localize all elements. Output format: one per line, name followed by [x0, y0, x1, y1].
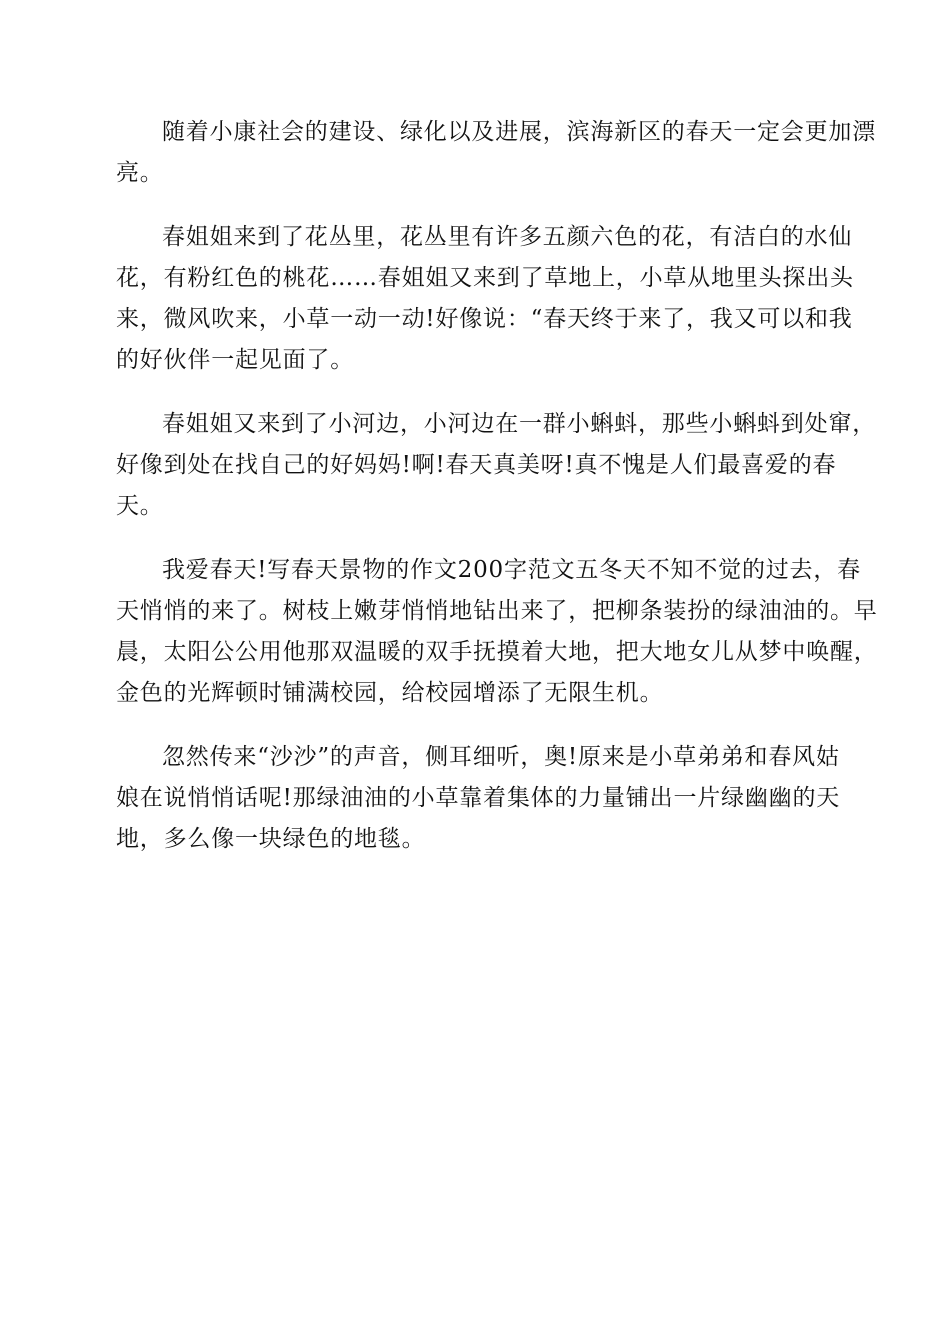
- paragraph-line: 好像到处在找自己的好妈妈!啊!春天真美呀!真不愧是人们最喜爱的春: [116, 452, 837, 478]
- paragraph-line: 春姐姐又来到了小河边，小河边在一群小蝌蚪，那些小蝌蚪到处窜，: [162, 411, 876, 437]
- paragraph-line: 春姐姐来到了花丛里，花丛里有许多五颜六色的花，有洁白的水仙: [162, 224, 853, 250]
- paragraph-2: [116, 217, 854, 381]
- paragraph-1: [116, 112, 876, 194]
- paragraph-line: 天。: [116, 493, 164, 519]
- paragraph-line: 忽然传来“沙沙”的声音，侧耳细听，奥!原来是小草弟弟和春风姑: [162, 744, 840, 770]
- paragraph-line: 地，多么像一块绿色的地毯。: [116, 826, 426, 852]
- paragraph-line: 晨，太阳公公用他那双温暖的双手抚摸着大地，把大地女儿从梦中唤醒，: [116, 639, 878, 665]
- paragraph-line: 我爱春天!写春天景物的作文200字范文五冬天不知不觉的过去，春: [162, 557, 861, 583]
- paragraph-3: [116, 404, 876, 527]
- paragraph-line: 金色的光辉顿时铺满校园，给校园增添了无限生机。: [116, 680, 664, 706]
- paragraph-line: 的好伙伴一起见面了。: [116, 347, 354, 373]
- paragraph-4: [116, 550, 878, 714]
- paragraph-line: 亮。: [116, 160, 164, 186]
- paragraph-line: 花，有粉红色的桃花……春姐姐又来到了草地上，小草从地里头探出头: [116, 265, 854, 291]
- paragraph-line: 来，微风吹来，小草一动一动!好像说：“春天终于来了，我又可以和我: [116, 306, 853, 332]
- paragraph-line: 天悄悄的来了。树枝上嫩芽悄悄地钻出来了，把柳条装扮的绿油油的。早: [116, 598, 878, 624]
- document-body: [116, 112, 878, 883]
- paragraph-5: [116, 737, 841, 860]
- paragraph-line: 随着小康社会的建设、绿化以及进展，滨海新区的春天一定会更加漂: [162, 119, 876, 145]
- paragraph-line: 娘在说悄悄话呢!那绿油油的小草靠着集体的力量铺出一片绿幽幽的天: [116, 785, 841, 811]
